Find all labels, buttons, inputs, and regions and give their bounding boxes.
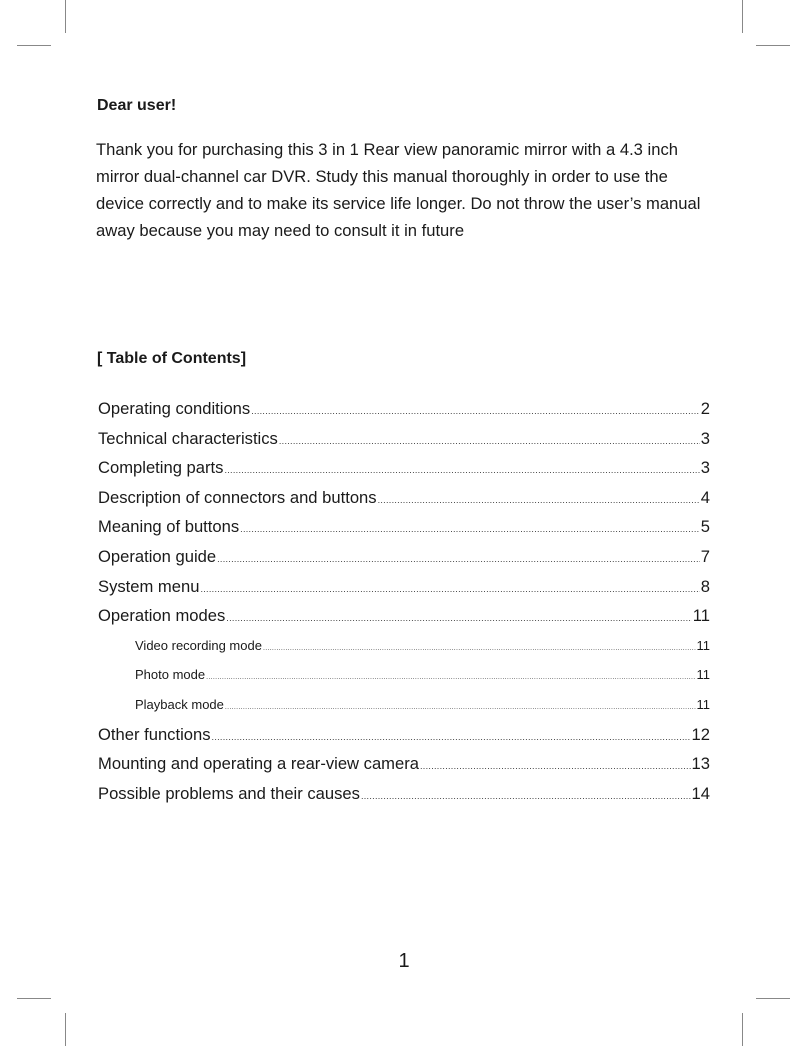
toc-entry[interactable]	[98, 720, 710, 750]
crop-mark-bottom-left	[17, 998, 51, 999]
crop-mark-bottom-left	[65, 1013, 66, 1046]
toc-entry[interactable]	[98, 572, 710, 602]
toc-entry[interactable]	[98, 394, 710, 424]
toc-dot-leader	[378, 486, 700, 513]
toc-entry-page: 2	[700, 399, 710, 418]
toc-dot-leader	[217, 545, 700, 572]
toc-entry[interactable]	[98, 690, 710, 720]
toc-entry-title: Possible problems and their causes	[98, 783, 360, 803]
toc-dot-leader	[200, 575, 699, 602]
toc-entry-page: 11	[696, 667, 710, 683]
toc-entry-page: 7	[700, 546, 710, 566]
toc-entry-page: 8	[700, 576, 710, 596]
toc-entry-page: 3	[700, 428, 710, 448]
intro-paragraph: Thank you for purchasing this 3 in 1 Rear view panoramic mirror with a 4.3 inch mirror dual-channel car DVR. Study this manual thoroughly in order to use the device correctly and to make its service life longer. Do not throw the user’s manual away because you may need to consult it in future	[96, 140, 701, 240]
toc-entry[interactable]	[98, 483, 710, 513]
toc-entry-page: 4	[700, 487, 710, 507]
toc-entry-page: 11	[696, 637, 710, 653]
toc-entry-title: Other functions	[98, 724, 211, 744]
toc-entry[interactable]	[98, 512, 710, 542]
toc-entry[interactable]	[98, 779, 710, 809]
toc-entry-title: Operating conditions	[98, 399, 251, 418]
toc-entry-title: Operation modes	[98, 606, 226, 626]
toc-entry[interactable]	[98, 542, 710, 572]
toc-entry-title: Video recording mode	[135, 637, 262, 653]
toc-entry-page: 11	[692, 606, 710, 626]
crop-mark-top-right	[756, 45, 790, 46]
toc-entry-title: Operation guide	[98, 546, 217, 566]
toc-entry-title: Mounting and operating a rear-view camera	[98, 754, 419, 774]
toc-entry-title: Photo mode	[135, 667, 206, 683]
toc-entry-title: Meaning of buttons	[98, 517, 240, 537]
toc-dot-leader	[206, 663, 695, 690]
toc-entry[interactable]	[98, 631, 710, 661]
table-of-contents	[98, 394, 710, 808]
toc-entry-title: Technical characteristics	[98, 428, 278, 448]
toc-entry-page: 14	[691, 783, 710, 803]
toc-dot-leader	[263, 634, 696, 661]
toc-entry[interactable]	[98, 660, 710, 690]
toc-dot-leader	[224, 456, 699, 483]
toc-entry-page: 13	[691, 754, 710, 774]
toc-dot-leader	[225, 693, 696, 720]
toc-entry[interactable]	[98, 424, 710, 454]
page-number: 1	[398, 950, 410, 972]
toc-dot-leader	[226, 604, 691, 631]
crop-mark-top-right	[742, 0, 743, 33]
toc-entry-page: 5	[700, 517, 710, 537]
toc-entry-title: System menu	[98, 576, 200, 596]
toc-entry-page: 11	[696, 696, 710, 712]
toc-entry-title: Description of connectors and buttons	[98, 487, 377, 507]
crop-mark-top-left	[17, 45, 51, 46]
toc-dot-leader	[279, 427, 700, 454]
toc-dot-leader	[240, 515, 700, 542]
toc-dot-leader	[212, 723, 691, 750]
greeting-heading: Dear user!	[97, 97, 177, 114]
toc-entry[interactable]	[98, 453, 710, 483]
toc-dot-leader	[251, 397, 700, 424]
crop-mark-top-left	[65, 0, 66, 33]
toc-heading: [ Table of Contents]	[97, 350, 247, 367]
toc-entry-page: 3	[700, 458, 710, 478]
crop-mark-bottom-right	[756, 998, 790, 999]
toc-entry[interactable]	[98, 749, 710, 779]
toc-entry[interactable]	[98, 601, 710, 631]
toc-dot-leader	[420, 752, 691, 779]
toc-entry-title: Completing parts	[98, 458, 224, 478]
crop-mark-bottom-right	[742, 1013, 743, 1046]
toc-entry-title: Playback mode	[135, 696, 224, 712]
toc-dot-leader	[361, 782, 691, 809]
toc-entry-page: 12	[691, 724, 710, 744]
